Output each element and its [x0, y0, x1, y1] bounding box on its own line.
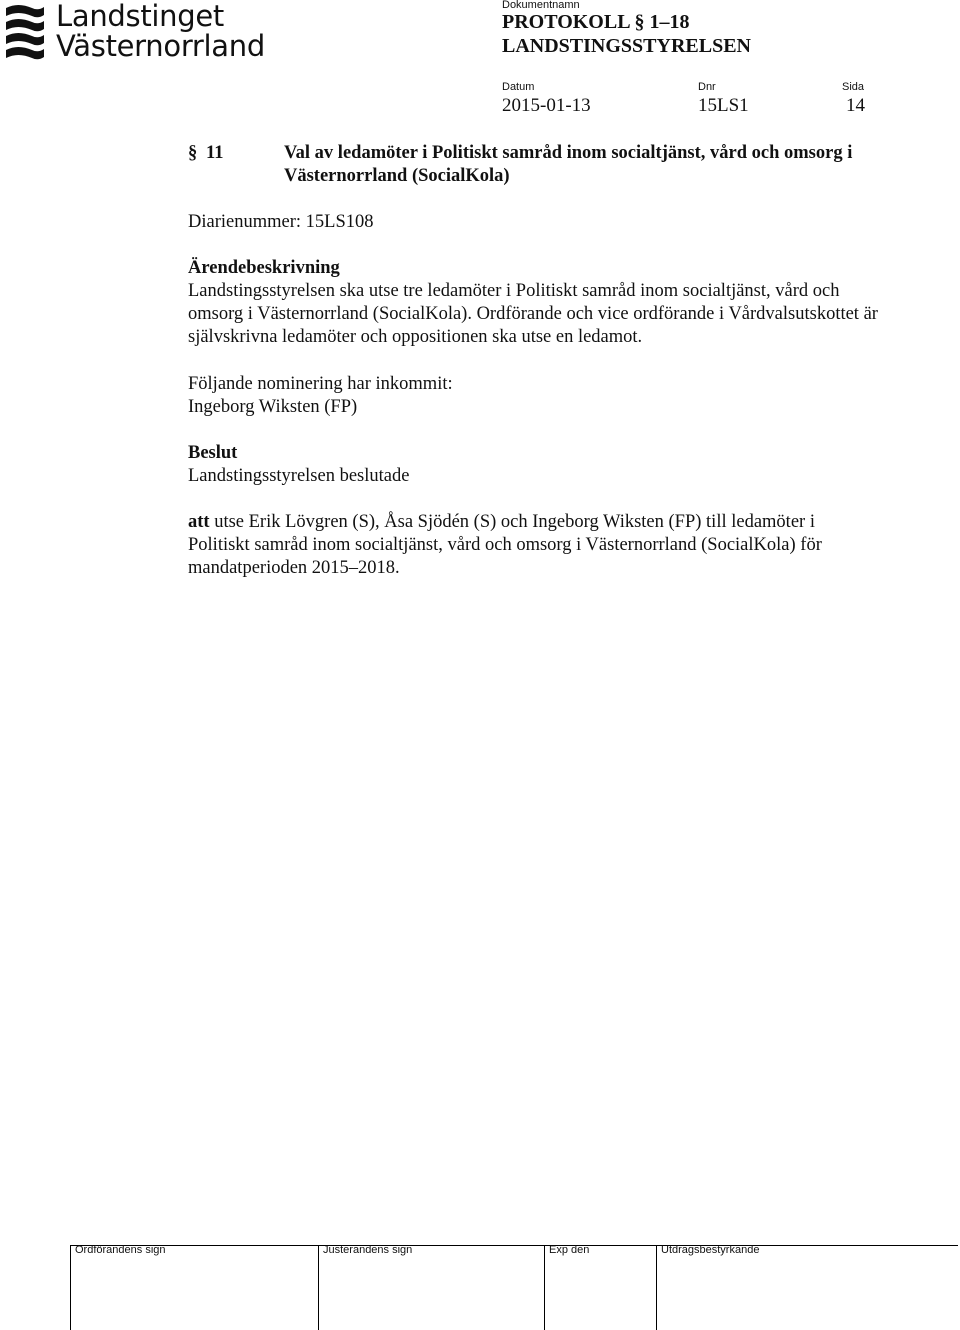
footer-cell-exp: [544, 1245, 545, 1330]
footer-cell-ordforande: [70, 1245, 71, 1330]
decision-body: utse Erik Lövgren (S), Åsa Sjödén (S) och Ingeborg Wiksten (FP) till ledamöter i Politiskt samråd inom socialtjänst, vård och omsorg i Västernorrland (SocialKola) för mandatperioden 2015–2018.: [188, 512, 822, 578]
title-line-2: LANDSTINGSSTYRELSEN: [502, 35, 751, 57]
date-value: 2015-01-13: [502, 95, 591, 116]
att-keyword: att: [188, 512, 210, 532]
arende-heading: Ärendebeskrivning: [188, 258, 340, 278]
footer-label-exp: Exp den: [549, 1244, 590, 1256]
footer-cell-justerande: [318, 1245, 319, 1330]
document-title: [502, 10, 751, 58]
date-label: Datum: [502, 81, 535, 93]
title-line-1: PROTOKOLL § 1–18: [502, 11, 690, 33]
diarienummer: Diarienummer: 15LS108: [188, 212, 374, 232]
footer-label-justerande: Justerandens sign: [323, 1244, 413, 1256]
dnr-value: 15LS1: [698, 95, 749, 116]
beslut-text: Landstingsstyrelsen beslutade: [188, 466, 410, 486]
arende-text: Landstingsstyrelsen ska utse tre ledamöter i Politiskt samråd inom socialtjänst, vård och omsorg i Västernorrland (SocialKola). Ordförande och vice ordförande i Vårdvalsutskottet är självskrivna ledamöter och oppositionen ska utse en ledamot.: [188, 281, 878, 347]
logo-line-1: Landstinget: [56, 0, 224, 33]
section-title: Val av ledamöter i Politiskt samråd inom socialtjänst, vård och omsorg i Västernorrland (SocialKola): [284, 143, 853, 186]
nomination-line-2: Ingeborg Wiksten (FP): [188, 397, 358, 417]
logo: [0, 0, 280, 70]
footer-label-ordforande: Ordförandens sign: [75, 1244, 166, 1256]
doc-name-label: Dokumentnamn: [502, 0, 580, 11]
page-value: 14: [846, 95, 865, 116]
decision-text: [188, 511, 878, 580]
beslut-heading: Beslut: [188, 443, 238, 463]
nomination-line-1: Följande nominering har inkommit:: [188, 374, 453, 394]
paragraph-sign: §: [188, 143, 198, 163]
footer-label-utdrag: Utdragsbestyrkande: [661, 1244, 760, 1256]
footer-rule: [70, 1245, 958, 1246]
section-number: 11: [206, 143, 224, 163]
footer-cell-utdrag: [656, 1245, 657, 1330]
dnr-label: Dnr: [698, 81, 716, 93]
page-label: Sida: [842, 81, 865, 93]
logo-line-2: Västernorrland: [56, 29, 265, 63]
logo-icon: [2, 2, 50, 60]
logo-wordmark: [56, 1, 265, 61]
